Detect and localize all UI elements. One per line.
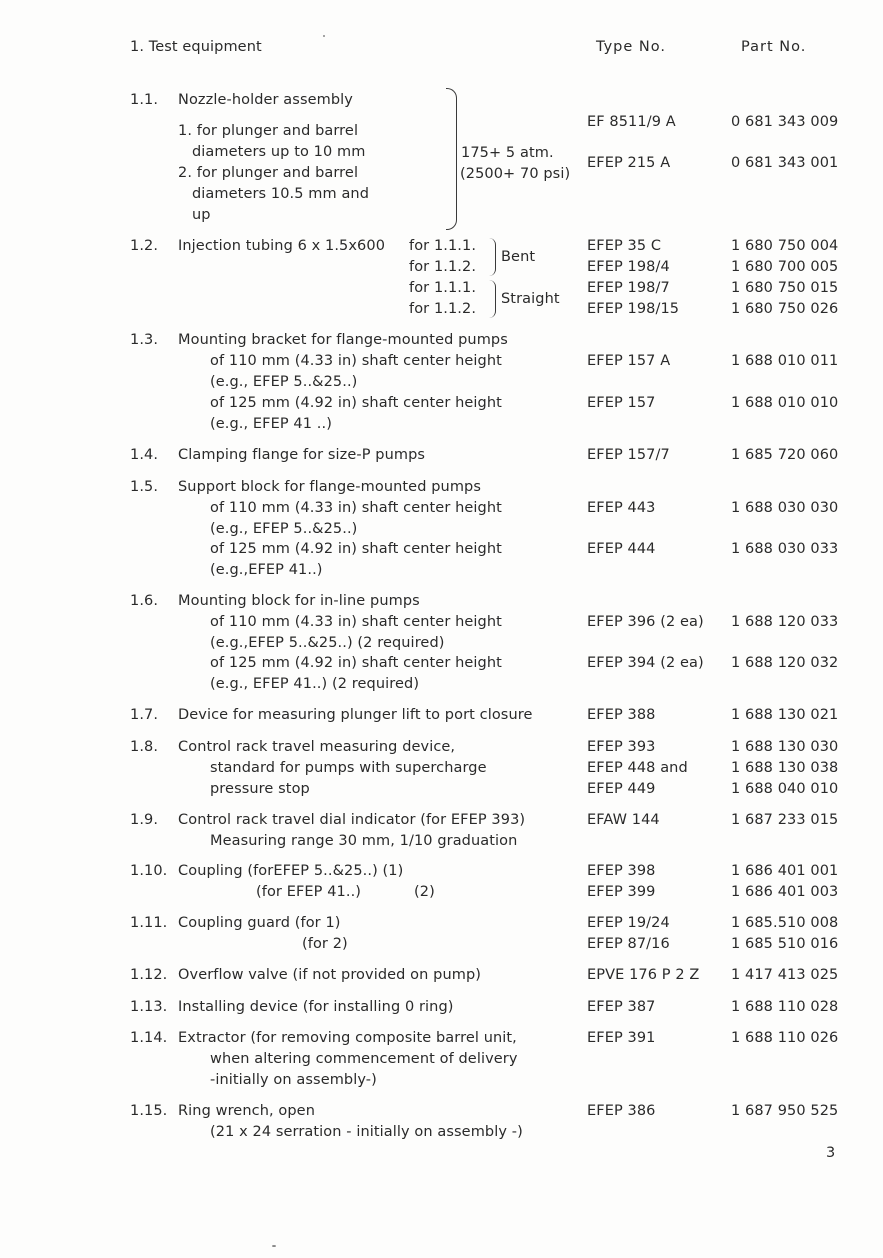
item-number: 1.14.: [130, 1030, 168, 1046]
item-title: Coupling guard (for 1): [178, 915, 341, 931]
part-number: 1 685 720 060: [731, 447, 839, 463]
item-title: Ring wrench, open: [178, 1103, 315, 1119]
item-sub-line: for 1.1.1.: [409, 238, 477, 254]
brace-icon: [446, 88, 457, 230]
brace-icon: [489, 280, 496, 318]
type-number: EFEP 396 (2 ea): [587, 614, 704, 630]
item-number: 1.12.: [130, 967, 168, 983]
item-number: 1.13.: [130, 999, 168, 1015]
item-sub-line: diameters up to 10 mm: [192, 144, 366, 160]
part-number: 1 688 010 010: [731, 395, 839, 411]
type-number: EFEP 399: [587, 884, 656, 900]
type-number: EFEP 448 and: [587, 760, 688, 776]
item-sub-line: when altering commencement of delivery: [210, 1051, 518, 1067]
item-title: Control rack travel dial indicator (for EFEP 393): [178, 812, 526, 828]
type-number: EFEP 87/16: [587, 936, 670, 952]
type-number: EFEP 391: [587, 1030, 656, 1046]
type-number: EFEP 444: [587, 541, 656, 557]
part-number: 1 688 040 010: [731, 781, 839, 797]
type-number: EFEP 198/15: [587, 301, 680, 317]
item-sub-line: Measuring range 30 mm, 1/10 graduation: [210, 833, 518, 849]
part-number: 1 680 750 015: [731, 280, 839, 296]
item-sub-line: (e.g., EFEP 5..&25..): [210, 374, 358, 390]
type-number: EPVE 176 P 2 Z: [587, 967, 700, 983]
item-sub-line: (e.g., EFEP 5..&25..): [210, 521, 358, 537]
type-number: EFEP 443: [587, 500, 656, 516]
item-sub-line: of 125 mm (4.92 in) shaft center height: [210, 541, 502, 557]
page-number: 3: [826, 1145, 836, 1161]
pressure-spec: 175+ 5 atm.: [461, 145, 554, 161]
item-sub-line: (e.g., EFEP 41 ..): [210, 416, 332, 432]
part-number: 1 688 120 032: [731, 655, 839, 671]
pressure-spec-psi: (2500+ 70 psi): [460, 166, 571, 182]
item-title: Device for measuring plunger lift to port closure: [178, 707, 533, 723]
item-title: Control rack travel measuring device,: [178, 739, 456, 755]
part-number: 1 688 110 028: [731, 999, 839, 1015]
item-sub-line: for 1.1.2.: [409, 259, 477, 275]
item-title: Installing device (for installing 0 ring): [178, 999, 454, 1015]
part-number: 1 688 130 021: [731, 707, 839, 723]
item-sub-line: of 110 mm (4.33 in) shaft center height: [210, 614, 502, 630]
part-number: 1 680 700 005: [731, 259, 839, 275]
item-title: Clamping flange for size-P pumps: [178, 447, 426, 463]
type-number: EFEP 398: [587, 863, 656, 879]
item-sub-line: (21 x 24 serration - initially on assembly -): [210, 1124, 523, 1140]
item-sub-line: for 1.1.1.: [409, 280, 477, 296]
item-sub-line: of 110 mm (4.33 in) shaft center height: [210, 353, 502, 369]
item-sub-line: for 1.1.2.: [409, 301, 477, 317]
item-sub-line: (e.g.,EFEP 41..): [210, 562, 323, 578]
type-number: EFEP 388: [587, 707, 656, 723]
type-number: EFEP 449: [587, 781, 656, 797]
item-number: 1.6.: [130, 593, 159, 609]
item-sub-line: of 110 mm (4.33 in) shaft center height: [210, 500, 502, 516]
type-number-column-header: Type No.: [596, 39, 666, 55]
type-number: EFEP 35 C: [587, 238, 662, 254]
tubing-shape-label: Bent: [501, 249, 536, 265]
scan-speck: [323, 35, 325, 37]
type-number: EFAW 144: [587, 812, 660, 828]
part-number: 1 688 010 011: [731, 353, 839, 369]
item-sub-line: pressure stop: [210, 781, 310, 797]
item-title: Mounting bracket for flange-mounted pumps: [178, 332, 508, 348]
item-title: Mounting block for in-line pumps: [178, 593, 420, 609]
item-sub-line: standard for pumps with supercharge: [210, 760, 487, 776]
part-number: 1 680 750 004: [731, 238, 839, 254]
type-number: EFEP 394 (2 ea): [587, 655, 704, 671]
section-heading: 1. Test equipment: [130, 39, 262, 55]
type-number: EFEP 157: [587, 395, 656, 411]
item-reference: (2): [414, 884, 435, 900]
part-number: 0 681 343 001: [731, 155, 839, 171]
item-title: Support block for flange-mounted pumps: [178, 479, 481, 495]
part-number: 1 687 950 525: [731, 1103, 839, 1119]
item-title: Nozzle-holder assembly: [178, 92, 353, 108]
type-number: EFEP 198/4: [587, 259, 670, 275]
type-number: EF 8511/9 A: [587, 114, 676, 130]
item-sub-line: of 125 mm (4.92 in) shaft center height: [210, 395, 502, 411]
part-number: 1 688 110 026: [731, 1030, 839, 1046]
part-number: 1 688 130 038: [731, 760, 839, 776]
part-number-column-header: Part No.: [741, 39, 807, 55]
part-number: 1 685.510 008: [731, 915, 839, 931]
type-number: EFEP 157 A: [587, 353, 671, 369]
item-number: 1.5.: [130, 479, 159, 495]
part-number: 1 688 120 033: [731, 614, 839, 630]
item-number: 1.1.: [130, 92, 159, 108]
item-number: 1.8.: [130, 739, 159, 755]
item-title: Injection tubing 6 x 1.5x600: [178, 238, 386, 254]
part-number: 1 688 030 030: [731, 500, 839, 516]
item-sub-line: of 125 mm (4.92 in) shaft center height: [210, 655, 502, 671]
item-sub-line: up: [192, 207, 211, 223]
item-number: 1.11.: [130, 915, 168, 931]
item-sub-line: (e.g.,EFEP 5..&25..) (2 required): [210, 635, 445, 651]
brace-icon: [489, 238, 496, 276]
item-sub-line: 1. for plunger and barrel: [178, 123, 359, 139]
part-number: 1 680 750 026: [731, 301, 839, 317]
item-title: Coupling (forEFEP 5..&25..) (1): [178, 863, 404, 879]
item-number: 1.2.: [130, 238, 159, 254]
type-number: EFEP 157/7: [587, 447, 670, 463]
type-number: EFEP 215 A: [587, 155, 671, 171]
part-number: 0 681 343 009: [731, 114, 839, 130]
item-sub-line: (e.g., EFEP 41..) (2 required): [210, 676, 420, 692]
type-number: EFEP 387: [587, 999, 656, 1015]
item-number: 1.9.: [130, 812, 159, 828]
type-number: EFEP 19/24: [587, 915, 670, 931]
item-title: Extractor (for removing composite barrel unit,: [178, 1030, 517, 1046]
item-sub-line: (for EFEP 41..): [256, 884, 362, 900]
type-number: EFEP 386: [587, 1103, 656, 1119]
part-number: 1 417 413 025: [731, 967, 839, 983]
item-sub-line: 2. for plunger and barrel: [178, 165, 359, 181]
item-sub-line: diameters 10.5 mm and: [192, 186, 370, 202]
part-number: 1 688 030 033: [731, 541, 839, 557]
item-title: Overflow valve (if not provided on pump): [178, 967, 482, 983]
item-number: 1.3.: [130, 332, 159, 348]
tubing-shape-label: Straight: [501, 291, 560, 307]
part-number: 1 687 233 015: [731, 812, 839, 828]
type-number: EFEP 393: [587, 739, 656, 755]
part-number: 1 686 401 003: [731, 884, 839, 900]
part-number: 1 685 510 016: [731, 936, 839, 952]
item-sub-line: (for 2): [302, 936, 348, 952]
type-number: EFEP 198/7: [587, 280, 670, 296]
item-number: 1.4.: [130, 447, 159, 463]
item-number: 1.7.: [130, 707, 159, 723]
item-number: 1.15.: [130, 1103, 168, 1119]
part-number: 1 688 130 030: [731, 739, 839, 755]
item-number: 1.10.: [130, 863, 168, 879]
item-sub-line: -initially on assembly-): [210, 1072, 377, 1088]
part-number: 1 686 401 001: [731, 863, 839, 879]
scan-speck: [272, 1245, 276, 1247]
